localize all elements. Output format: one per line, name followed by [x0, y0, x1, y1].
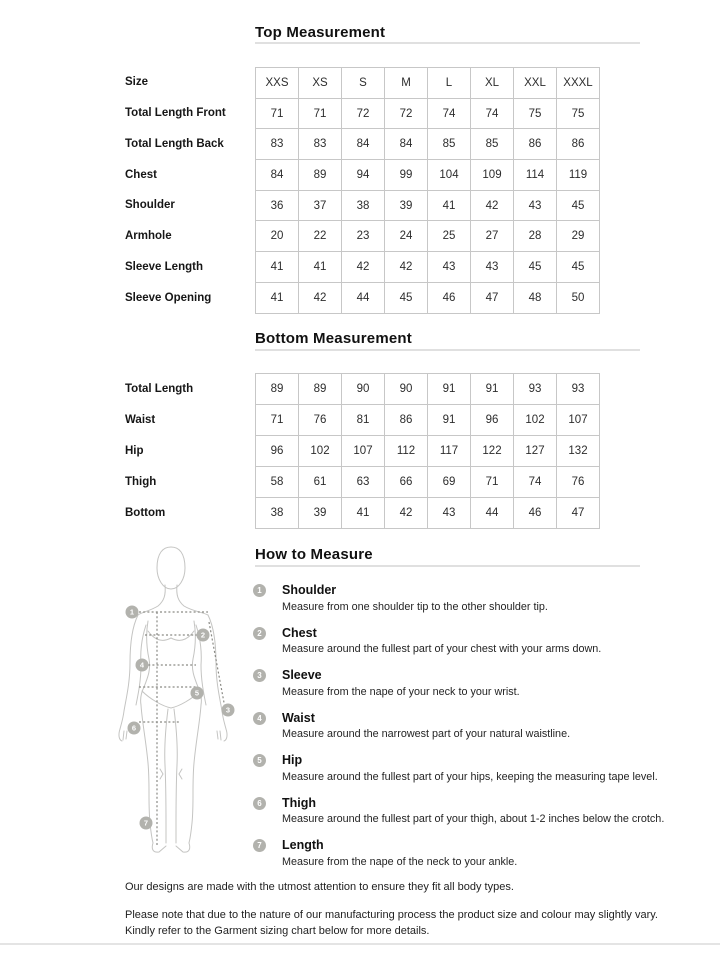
measurement-cell: 45: [514, 252, 557, 283]
measurement-cell: 48: [514, 282, 557, 313]
measurement-cell: 86: [557, 129, 600, 160]
measurement-cell: 38: [342, 190, 385, 221]
step-number-badge: 6: [253, 797, 266, 810]
how-to-step: [253, 838, 653, 869]
measurement-cell: 37: [299, 190, 342, 221]
measurement-cell: XXXL: [557, 68, 600, 99]
step-description: Measure around the fullest part of your chest with your arms down.: [282, 643, 602, 655]
measurement-cell: 46: [514, 498, 557, 529]
top-measurement-title: Top Measurement: [255, 24, 386, 41]
bottom-divider: [0, 943, 720, 945]
step-body: [282, 838, 517, 869]
row-label: Bottom: [125, 506, 166, 519]
step-name: Sleeve: [282, 668, 322, 682]
measurement-cell: 93: [557, 374, 600, 405]
measurement-cell: 41: [428, 190, 471, 221]
how-to-measure-title: How to Measure: [255, 546, 373, 563]
body-figure: [108, 541, 256, 877]
measurement-cell: 23: [342, 221, 385, 252]
how-to-measure-list: [253, 583, 665, 881]
measurement-cell: 41: [256, 282, 299, 313]
measurement-row: [256, 98, 600, 129]
measurement-cell: 36: [256, 190, 299, 221]
figure-marker-5: [191, 687, 204, 700]
measurement-cell: 89: [299, 374, 342, 405]
measurement-row: [256, 252, 600, 283]
measurement-cell: 122: [471, 436, 514, 467]
measurement-cell: 96: [471, 405, 514, 436]
how-to-step: [253, 711, 653, 742]
figure-marker-6-label: 6: [131, 723, 137, 733]
row-label: Sleeve Opening: [125, 291, 212, 304]
step-body: [282, 668, 520, 699]
measurement-cell: XXS: [256, 68, 299, 99]
step-name: Shoulder: [282, 583, 337, 597]
measurement-cell: 91: [428, 374, 471, 405]
measurement-cell: 45: [557, 252, 600, 283]
measurement-cell: 86: [514, 129, 557, 160]
top-measurement-table: [255, 67, 600, 314]
figure-marker-2-label: 2: [200, 630, 206, 640]
step-number-badge: 5: [253, 754, 266, 767]
measurement-row: [256, 221, 600, 252]
figure-marker-3-label: 3: [225, 705, 231, 715]
measurement-cell: 66: [385, 467, 428, 498]
how-to-step: [253, 583, 653, 614]
measurement-cell: 90: [342, 374, 385, 405]
step-name: Thigh: [282, 795, 317, 810]
measurement-cell: 39: [385, 190, 428, 221]
row-label: Waist: [125, 413, 156, 426]
measurement-cell: 76: [557, 467, 600, 498]
measurement-row: [256, 282, 600, 313]
measurement-cell: 109: [471, 160, 514, 191]
figure-marker-1-label: 1: [129, 607, 135, 617]
footer-notes: [125, 879, 665, 940]
measurement-cell: 42: [385, 498, 428, 529]
step-description: Measure from one shoulder tip to the other shoulder tip.: [282, 600, 548, 613]
measurement-cell: 91: [428, 405, 471, 436]
step-name: Hip: [282, 753, 303, 767]
measurement-cell: 45: [557, 190, 600, 221]
measurement-cell: 46: [428, 282, 471, 313]
measurement-cell: 114: [514, 160, 557, 191]
row-label: Size: [125, 76, 149, 89]
step-name: Length: [282, 838, 324, 852]
measurement-cell: 132: [557, 436, 600, 467]
row-label: Thigh: [125, 475, 157, 488]
measurement-cell: 76: [299, 405, 342, 436]
measurement-cell: 107: [342, 436, 385, 467]
how-to-step: [253, 626, 653, 657]
measurement-cell: 93: [514, 374, 557, 405]
measurement-cell: 22: [299, 221, 342, 252]
step-body: [282, 711, 570, 742]
row-label: Total Length: [125, 382, 194, 395]
measurement-cell: 127: [514, 436, 557, 467]
measurement-cell: 84: [385, 129, 428, 160]
measurement-dash-lines: [139, 612, 225, 845]
step-name: Chest: [282, 625, 317, 640]
measurement-cell: 72: [342, 98, 385, 129]
step-body: [282, 796, 664, 827]
measurement-cell: 104: [428, 160, 471, 191]
row-label: Hip: [125, 444, 144, 457]
measurement-cell: 84: [256, 160, 299, 191]
measurement-cell: 75: [557, 98, 600, 129]
step-number-badge: 7: [253, 839, 266, 852]
measurement-cell: 27: [471, 221, 514, 252]
measurement-cell: S: [342, 68, 385, 99]
measurement-row: [256, 374, 600, 405]
measurement-cell: 71: [256, 98, 299, 129]
figure-marker-7-label: 7: [143, 818, 149, 828]
step-body: [282, 753, 658, 784]
measurement-cell: 43: [428, 252, 471, 283]
measurement-cell: 89: [299, 160, 342, 191]
measurement-row: [256, 68, 600, 99]
measurement-cell: 42: [342, 252, 385, 283]
bottom-title-rule: [255, 349, 640, 351]
figure-marker-6: [128, 722, 141, 735]
row-label: Total Length Back: [125, 137, 224, 150]
measurement-cell: XL: [471, 68, 514, 99]
step-description: Measure from the nape of your neck to your wrist.: [282, 685, 520, 698]
measurement-cell: 74: [428, 98, 471, 129]
measurement-cell: 102: [514, 405, 557, 436]
measurement-cell: 84: [342, 129, 385, 160]
measurement-cell: 50: [557, 282, 600, 313]
measurement-cell: 28: [514, 221, 557, 252]
measurement-figure-svg: [108, 541, 256, 877]
measurement-cell: 83: [299, 129, 342, 160]
measurement-cell: 43: [514, 190, 557, 221]
measurement-row: [256, 160, 600, 191]
measurement-row: [256, 436, 600, 467]
measurement-cell: 74: [514, 467, 557, 498]
measurement-cell: 61: [299, 467, 342, 498]
row-label: Shoulder: [125, 199, 175, 212]
bottom-measurement-table: [255, 373, 600, 529]
measurement-cell: 83: [256, 129, 299, 160]
step-number-badge: 4: [253, 712, 266, 725]
measurement-cell: 71: [471, 467, 514, 498]
measurement-cell: 71: [256, 405, 299, 436]
measurement-cell: 44: [471, 498, 514, 529]
measurement-cell: 72: [385, 98, 428, 129]
measurement-cell: 91: [471, 374, 514, 405]
how-to-step: [253, 668, 653, 699]
measurement-cell: 89: [256, 374, 299, 405]
footer-note-3: Kindly refer to the Garment sizing chart below for more details.: [125, 925, 430, 937]
figure-marker-4: [136, 659, 149, 672]
measurement-cell: 43: [471, 252, 514, 283]
step-description: Measure around the fullest part of your hips, keeping the measuring tape level.: [282, 770, 658, 783]
measurement-cell: 41: [256, 252, 299, 283]
measurement-cell: 90: [385, 374, 428, 405]
measurement-cell: 42: [385, 252, 428, 283]
how-to-step: [253, 795, 665, 827]
measurement-cell: 20: [256, 221, 299, 252]
measurement-cell: 69: [428, 467, 471, 498]
figure-marker-2: [197, 629, 210, 642]
measurement-cell: 112: [385, 436, 428, 467]
row-label: Armhole: [125, 230, 172, 243]
measurement-cell: 94: [342, 160, 385, 191]
figure-marker-7: [140, 817, 153, 830]
measurement-row: [256, 405, 600, 436]
measurement-cell: 43: [428, 498, 471, 529]
measurement-cell: M: [385, 68, 428, 99]
step-number-badge: 2: [253, 627, 266, 640]
measurement-cell: 24: [385, 221, 428, 252]
row-label: Total Length Front: [125, 107, 226, 120]
measurement-cell: XXL: [514, 68, 557, 99]
measurement-cell: 85: [471, 129, 514, 160]
bottom-table-labels: [125, 373, 250, 528]
how-to-step: [253, 753, 658, 784]
top-table-labels: [125, 67, 250, 313]
measurement-row: [256, 190, 600, 221]
measurement-cell: 44: [342, 282, 385, 313]
measurement-cell: 58: [256, 467, 299, 498]
body-outline: [119, 547, 227, 852]
measurement-cell: 102: [299, 436, 342, 467]
figure-marker-3: [222, 704, 235, 717]
figure-marker-1: [126, 606, 139, 619]
measurement-cell: 117: [428, 436, 471, 467]
step-description: Measure from the nape of the neck to your ankle.: [282, 855, 518, 868]
measurement-row: [256, 498, 600, 529]
measurement-cell: 25: [428, 221, 471, 252]
measurement-cell: 42: [471, 190, 514, 221]
step-number-badge: 3: [253, 669, 266, 682]
top-title-rule: [255, 42, 640, 44]
measurement-cell: 47: [471, 282, 514, 313]
measurement-cell: 99: [385, 160, 428, 191]
measurement-cell: 119: [557, 160, 600, 191]
measurement-cell: 75: [514, 98, 557, 129]
step-description: Measure around the fullest part of your thigh, about 1-2 inches below the crotch.: [282, 813, 665, 825]
measurement-cell: 42: [299, 282, 342, 313]
measurement-cell: 38: [256, 498, 299, 529]
bottom-measurement-title: Bottom Measurement: [255, 330, 412, 347]
measurement-cell: XS: [299, 68, 342, 99]
footer-note-1: Our designs are made with the utmost attention to ensure they fit all body types.: [125, 881, 514, 893]
measurement-cell: 45: [385, 282, 428, 313]
measurement-cell: 85: [428, 129, 471, 160]
measurement-cell: L: [428, 68, 471, 99]
measurement-row: [256, 129, 600, 160]
measurement-cell: 47: [557, 498, 600, 529]
measurement-cell: 107: [557, 405, 600, 436]
measurement-cell: 29: [557, 221, 600, 252]
measurement-row: [256, 467, 600, 498]
step-description: Measure around the narrowest part of your natural waistline.: [282, 728, 571, 740]
figure-marker-5-label: 5: [194, 688, 200, 698]
measurement-cell: 41: [342, 498, 385, 529]
step-body: [282, 626, 601, 657]
footer-note-2: Please note that due to the nature of our manufacturing process the product size and colour may slightly vary.: [125, 908, 658, 921]
sleeve-line: [209, 622, 225, 708]
measurement-cell: 41: [299, 252, 342, 283]
row-label: Sleeve Length: [125, 260, 203, 273]
measurement-cell: 39: [299, 498, 342, 529]
figure-marker-4-label: 4: [139, 660, 145, 670]
measurement-cell: 81: [342, 405, 385, 436]
how-to-measure-rule: [255, 565, 640, 567]
step-name: Waist: [282, 710, 315, 725]
measurement-cell: 96: [256, 436, 299, 467]
step-number-badge: 1: [253, 584, 266, 597]
step-body: [282, 583, 548, 614]
measurement-cell: 74: [471, 98, 514, 129]
measurement-cell: 63: [342, 467, 385, 498]
row-label: Chest: [125, 168, 157, 181]
measurement-cell: 71: [299, 98, 342, 129]
measurement-cell: 86: [385, 405, 428, 436]
